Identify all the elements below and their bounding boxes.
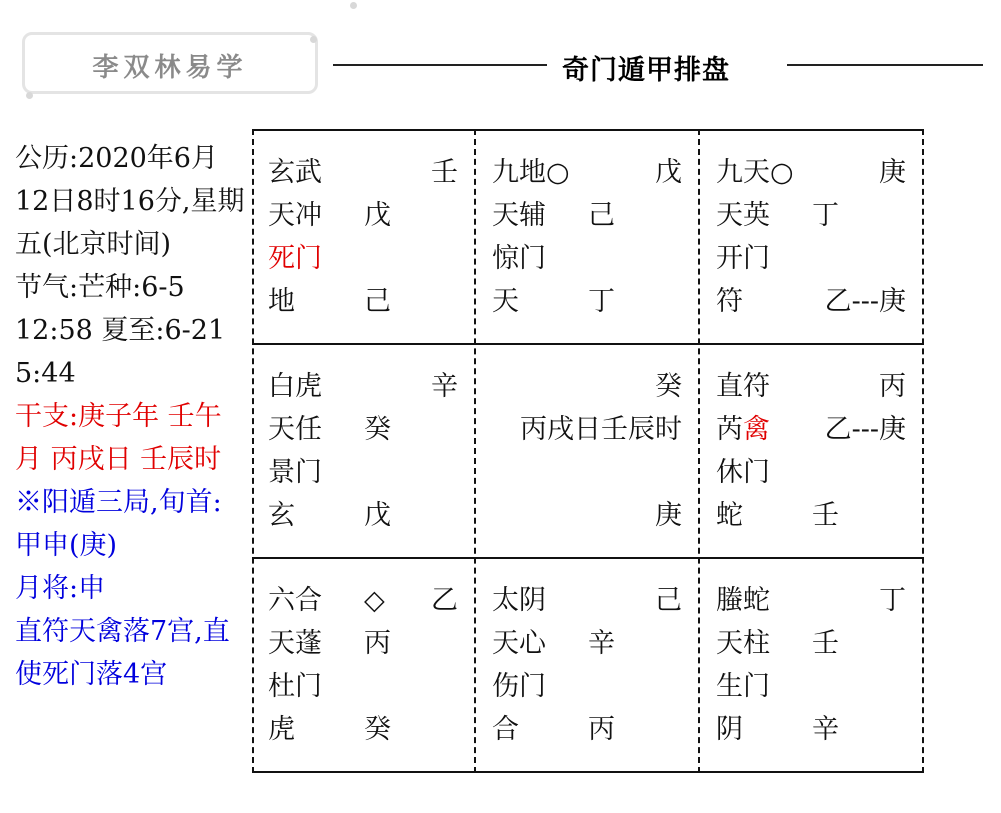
palace-star-stem: 戊 — [364, 200, 391, 231]
palace-star-highlight: 禽 — [743, 414, 770, 445]
center-day-hour: 丙戌日壬辰时 — [520, 414, 682, 445]
center-top-stem: 癸 — [655, 371, 682, 402]
palace-star-prefix: 芮 — [716, 414, 743, 445]
solar-terms: 节气:芒种:6-5 12:58 夏至:6-21 5:44 — [15, 272, 226, 389]
palace-star: 天冲 — [268, 200, 322, 231]
palace-god: 直符 — [716, 371, 770, 402]
brand-logo-text: 李双林易学 — [92, 53, 248, 83]
palace-stem: 戊 — [655, 157, 682, 188]
palace-stem: 壬 — [431, 157, 458, 188]
palace-earth-stem: 己 — [364, 286, 391, 317]
brand-corner-dot — [350, 2, 357, 9]
palace-god: 九地○ — [492, 157, 570, 188]
palace-door: 死门 — [268, 243, 322, 274]
palace-cell — [252, 557, 476, 771]
palace-earth: 阴 — [716, 714, 743, 745]
brand-corner-dot — [26, 92, 33, 99]
ganzhi: 干支:庚子年 壬午月 丙戌日 壬辰时 — [15, 401, 222, 475]
palace-god: 玄武 — [268, 157, 322, 188]
palace-star-stem: 丁 — [812, 200, 839, 231]
palace-star: 天任 — [268, 414, 322, 445]
palace-stem: 丁 — [879, 585, 906, 616]
palace-door: 生门 — [716, 671, 770, 702]
palace-earth: 地 — [268, 286, 295, 317]
palace-star-stem: 丙 — [364, 628, 391, 659]
palace-god: 螣蛇 — [716, 585, 770, 616]
palace-door: 杜门 — [268, 671, 322, 702]
zhifu-info: 直符天禽落7宫,直使死门落4宫 — [15, 616, 230, 690]
palace-earth-stem: 乙---庚 — [824, 286, 906, 317]
palace-god: 九天○ — [716, 157, 794, 188]
palace-stem: 己 — [655, 585, 682, 616]
title-rule-left — [333, 64, 547, 66]
palace-cell — [476, 129, 700, 343]
palace-cell — [700, 557, 924, 771]
palace-god: 六合 — [268, 585, 322, 616]
palace-god: 太阴 — [492, 585, 546, 616]
palace-stem: 乙 — [431, 585, 458, 616]
palace-cell — [252, 343, 476, 557]
palace-earth: 符 — [716, 286, 743, 317]
palace-star-stem: 己 — [588, 200, 615, 231]
palace-earth: 玄 — [268, 500, 295, 531]
palace-earth-stem: 丙 — [588, 714, 615, 745]
palace-stem: 辛 — [431, 371, 458, 402]
brand-box — [22, 32, 318, 94]
page-title: 奇门遁甲排盘 — [562, 55, 730, 86]
palace-earth-stem: 丁 — [588, 286, 615, 317]
palace-earth: 虎 — [268, 714, 295, 745]
palace-star: 天蓬 — [268, 628, 322, 659]
palace-door: 开门 — [716, 243, 770, 274]
palace-stem: 丙 — [879, 371, 906, 402]
palace-door: 景门 — [268, 457, 322, 488]
palace-star: 天心 — [492, 628, 546, 659]
palace-star-stem: 乙---庚 — [824, 414, 906, 445]
palace-star-stem: 癸 — [364, 414, 391, 445]
palace-door: 伤门 — [492, 671, 546, 702]
palace-star-stem: 壬 — [812, 628, 839, 659]
palace-cell — [476, 557, 700, 771]
palace-earth-stem: 癸 — [364, 714, 391, 745]
solar-date: 公历:2020年6月12日8时16分,星期五(北京时间) — [15, 143, 245, 260]
palace-earth: 合 — [492, 714, 519, 745]
palace-earth-stem: 壬 — [812, 500, 839, 531]
palace-cell-center — [476, 343, 700, 557]
palace-god-mark: ◇ — [364, 585, 385, 616]
palace-star: 天英 — [716, 200, 770, 231]
palace-earth-stem: 辛 — [812, 714, 839, 745]
palace-star: 天柱 — [716, 628, 770, 659]
palace-god: 白虎 — [268, 371, 322, 402]
yuejiang: 月将:申 — [15, 573, 106, 604]
palace-star-stem: 辛 — [588, 628, 615, 659]
palace-door: 休门 — [716, 457, 770, 488]
palace-cell — [700, 129, 924, 343]
brand-corner-dot — [310, 36, 317, 43]
title-rule-right — [787, 64, 983, 66]
palace-grid — [252, 129, 924, 773]
center-bottom-stem: 庚 — [655, 500, 682, 531]
palace-earth-stem: 戊 — [364, 500, 391, 531]
palace-earth: 天 — [492, 286, 519, 317]
palace-stem: 庚 — [879, 157, 906, 188]
info-panel — [15, 137, 247, 696]
palace-star: 天辅 — [492, 200, 546, 231]
palace-cell — [252, 129, 476, 343]
ju-info: ※阳遁三局,旬首:甲申(庚) — [15, 487, 222, 561]
palace-cell — [700, 343, 924, 557]
grid-line — [252, 771, 924, 773]
palace-door: 惊门 — [492, 243, 546, 274]
palace-earth: 蛇 — [716, 500, 743, 531]
